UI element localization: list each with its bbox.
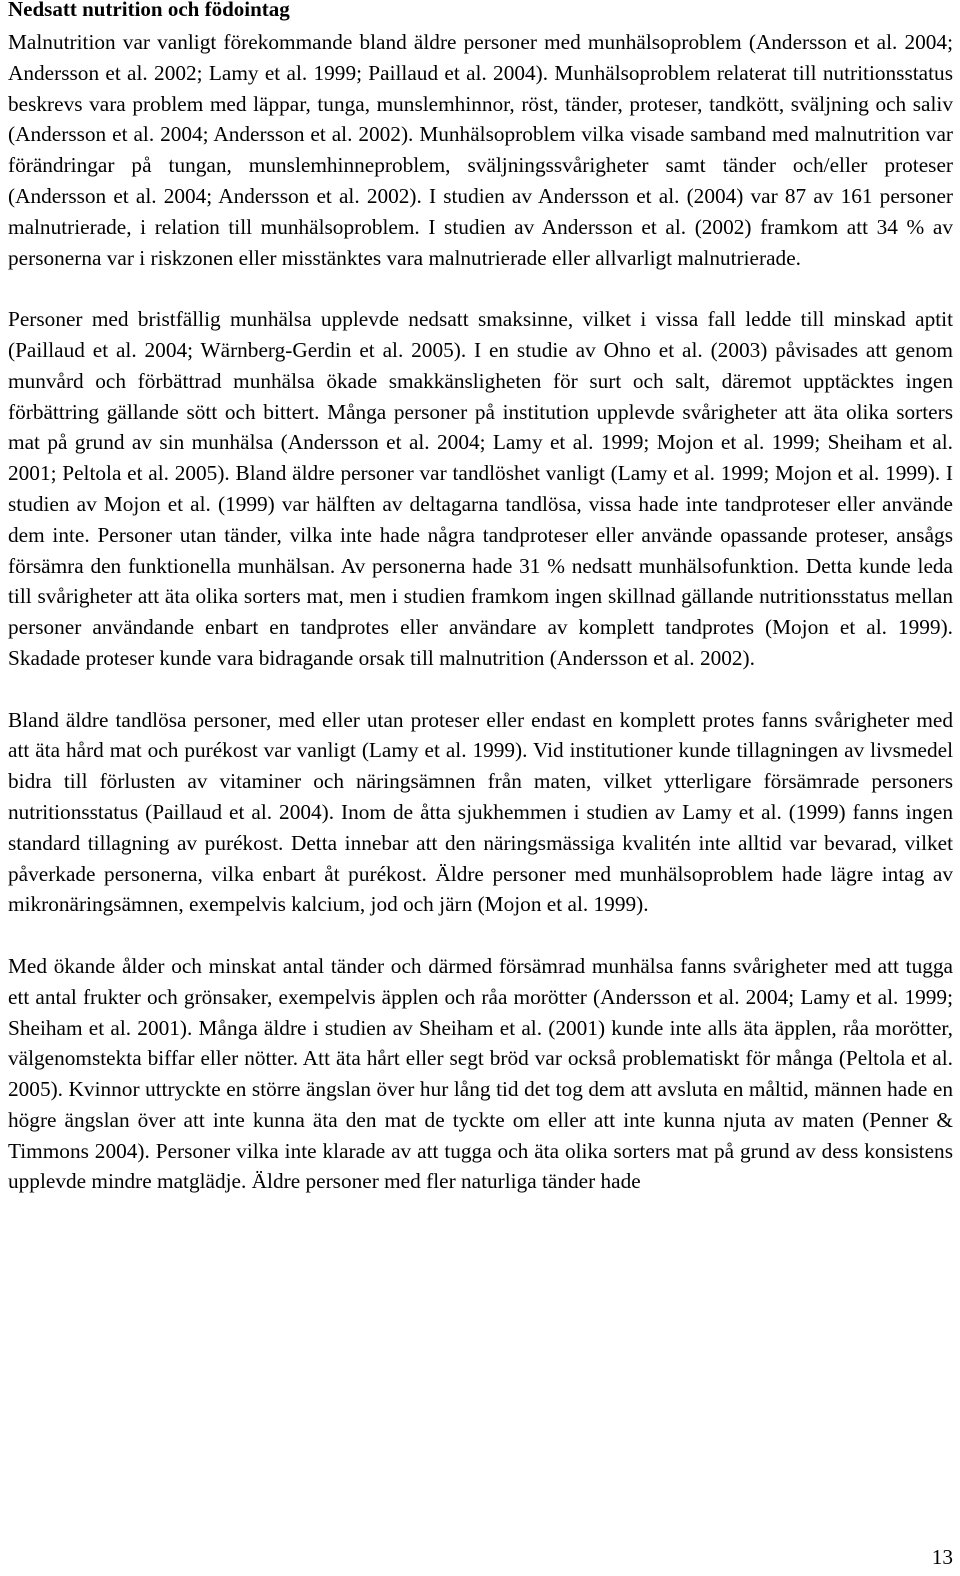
body-paragraph-3: Bland äldre tandlösa personer, med eller utan proteser eller endast en komplett protes fanns svårigheter med att äta hård mat och purékost var vanligt (Lamy et al. 1999). Vid institutioner kunde tillagningen av livsmedel bidra till förlusten av vitaminer och näringsämnen från maten, vilket ytterligare försämrade personers nutritionsstatus (Paillaud et al. 2004). Inom de åtta sjukhemmen i studien av Lamy et al. (1999) fanns ingen standard tillagning av purékost. Detta innebar att den näringsmässiga kvalitén inte alltid var bevarad, vilket påverkade personerna, vilka enbart åt purékost. Äldre personer med munhälsoproblem hade lägre intag av mikronäringsämnen, exempelvis kalcium, jod och järn (Mojon et al. 1999). xyxy=(8,707,953,917)
body-paragraph-2: Personer med bristfällig munhälsa upplevde nedsatt smaksinne, vilket i vissa fall ledde till minskad aptit (Paillaud et al. 2004; Wärnberg-Gerdin et al. 2005). I en studie av Ohno et al. (2003) påvisades att genom munvård och förbättrad munhälsa ökade smakkänsligheten för surt och salt, däremot upptäcktes ingen förbättring gällande sött och bittert. Många personer på institution upplevde svårigheter att äta olika sorters mat på grund av sin munhälsa (Andersson et al. 2004; Lamy et al. 1999; Mojon et al. 1999; Sheiham et al. 2001; Peltola et al. 2005). Bland äldre personer var tandlöshet vanligt (Lamy et al. 1999; Mojon et al. 1999). I studien av Mojon et al. (1999) var hälften av deltagarna tandlösa, vissa hade inte tandproteser eller använde dem inte. Personer utan tänder, vilka inte hade några tandproteser eller använde opassande proteser, ansågs försämra den funktionella munhälsan. Av personerna hade 31 % nedsatt munhälsofunktion. Detta kunde leda till svårigheter att äta olika sorters mat, men i studien framkom ingen skillnad gällande nutritionsstatus mellan personer användande enbart en tandprotes eller användare av komplett tandprotes (Mojon et al. 1999). Skadade proteser kunde vara bidragande orsak till malnutrition (Andersson et al. 2002). xyxy=(8,307,953,670)
section-heading: Nedsatt nutrition och födointag xyxy=(8,0,290,21)
body-paragraph-1: Malnutrition var vanligt förekommande bland äldre personer med munhälsoproblem (Andersson et al. 2004; Andersson et al. 2002; Lamy et al. 1999; Paillaud et al. 2004). Munhälsoproblem relaterat till nutritionsstatus beskrevs vara problem med läppar, tunga, munslemhinnor, röst, tänder, proteser, tandkött, sväljning och saliv (Andersson et al. 2004; Andersson et al. 2002). Munhälsoproblem vilka visade samband med malnutrition var förändringar på tungan, munslemhinneproblem, sväljningssvårigheter samt tänder och/eller proteser (Andersson et al. 2004; Andersson et al. 2002). I studien av Andersson et al. (2004) var 87 av 161 personer malnutrierade, i relation till munhälsoproblem. I studien av Andersson et al. (2002) framkom att 34 % av personerna var i riskzonen eller misstänktes vara malnutrierade eller allvarligt malnutrierade. xyxy=(8,30,953,270)
document-page xyxy=(8,0,953,1197)
page-number: 13 xyxy=(931,1545,953,1569)
body-paragraph-4: Med ökande ålder och minskat antal tänder och därmed försämrad munhälsa fanns svårigheter med att tugga ett antal frukter och grönsaker, exempelvis äpplen och råa morötter (Andersson et al. 2004; Lamy et al. 1999; Sheiham et al. 2001). Många äldre i studien av Sheiham et al. (2001) kunde inte alls äta äpplen, råa morötter, välgenomstekta biffar eller nötter. Att äta hårt eller segt bröd var också problematiskt för många (Peltola et al. 2005). Kvinnor uttryckte en större ängslan över hur lång tid det tog dem att avsluta en måltid, männen hade en högre ängslan över att inte kunna äta den mat de tyckte om eller att inte kunna njuta av maten (Penner & Timmons 2004). Personer vilka inte klarade av att tugga och äta olika sorters mat på grund av dess konsistens upplevde mindre matglädje. Äldre personer med fler naturliga tänder hade xyxy=(8,953,953,1194)
